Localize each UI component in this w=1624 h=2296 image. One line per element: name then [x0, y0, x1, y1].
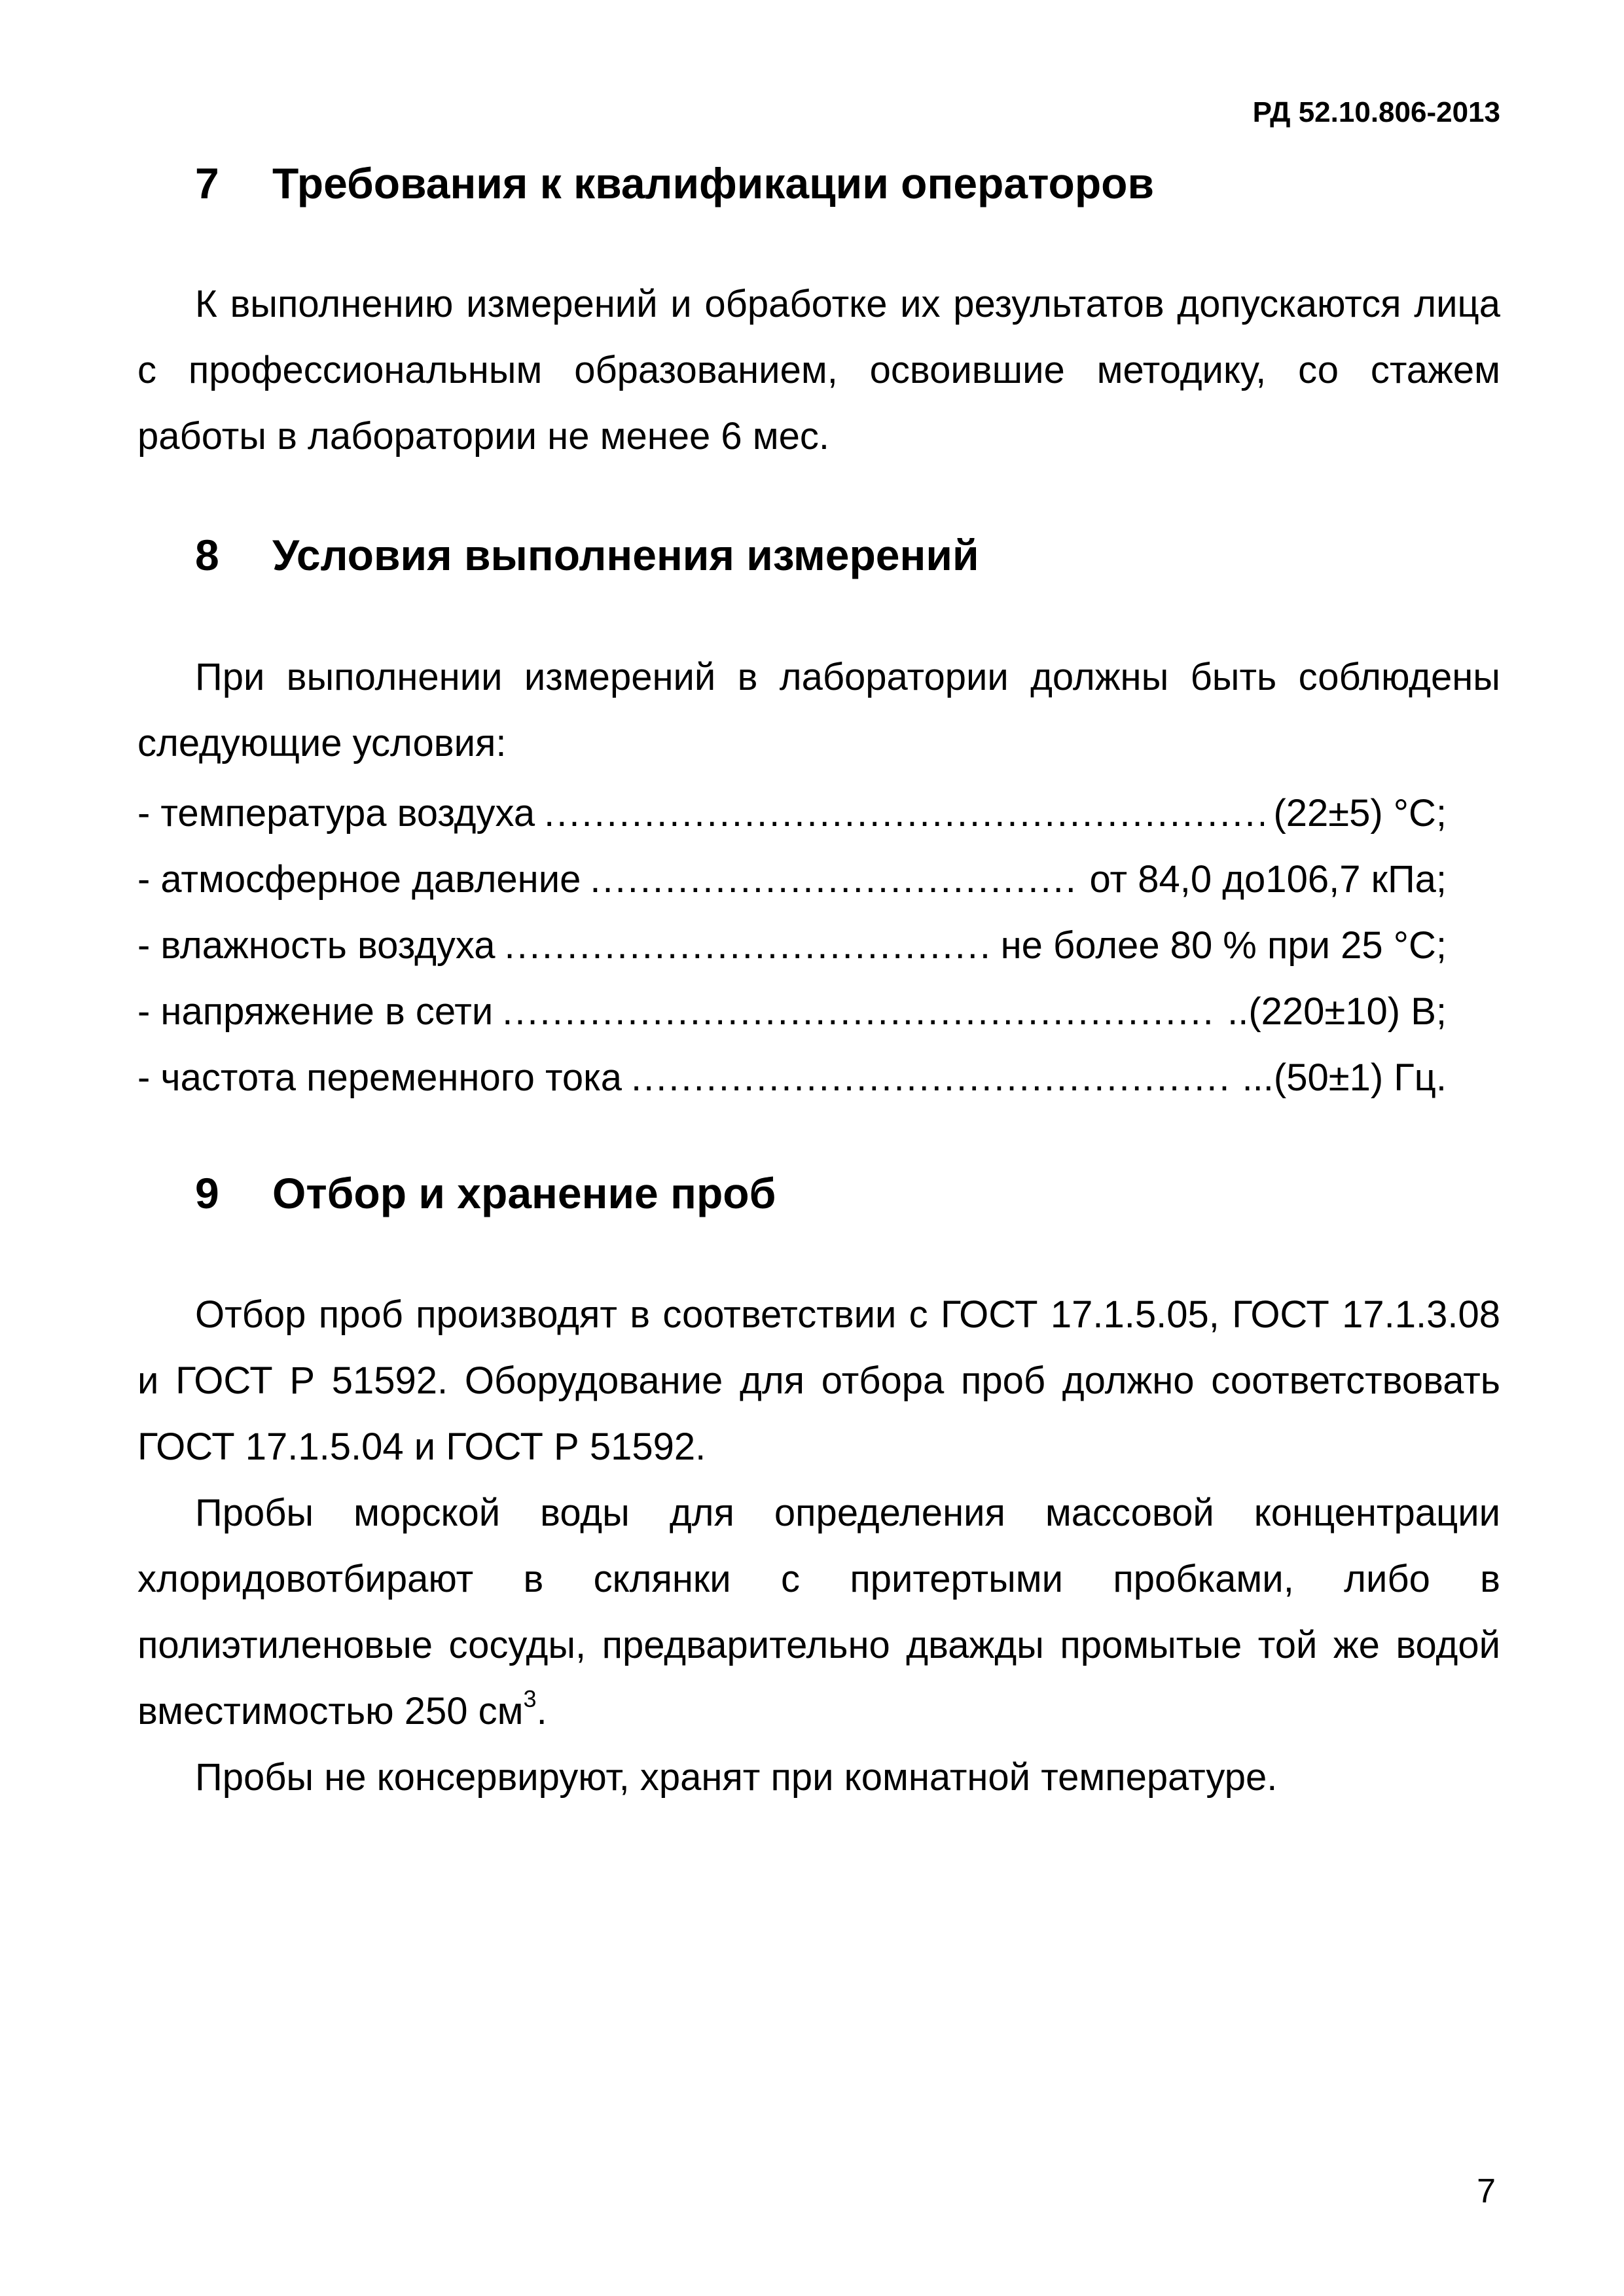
condition-atmospheric-pressure: [137, 846, 1447, 912]
section-title: Условия выполнения измерений: [272, 531, 979, 579]
section-number: 8: [195, 531, 219, 579]
section-9-paragraph-3: Пробы не консервируют, хранят при комнатной температуре.: [195, 1756, 1278, 1799]
condition-value: не более 80 % при 25 °С;: [1000, 924, 1447, 967]
condition-ac-frequency: [137, 1045, 1447, 1111]
condition-value: ...(50±1) Гц.: [1242, 1056, 1447, 1099]
condition-air-temperature: [137, 780, 1447, 846]
paragraph-text: Пробы морской воды для определения массовой концентрации хлоридовотбирают в склянки с притертыми пробками, либо в полиэтиленовые сосуды, предварительно дважды промытые той же водой вместимостью 250 см: [137, 1492, 1500, 1732]
condition-value: ..(220±10) В;: [1227, 990, 1447, 1033]
dot-leader: [631, 1045, 1233, 1111]
section-7-paragraph: К выполнению измерений и обработке их результатов допускаются лица с профессиональным образованием, освоившие методику, со стажем работы в лаборатории не менее 6 мес.: [137, 283, 1500, 457]
superscript: 3: [523, 1685, 537, 1712]
section-number: 7: [195, 159, 219, 207]
dot-leader: [544, 780, 1264, 846]
condition-value: от 84,0 до106,7 кПа;: [1089, 858, 1447, 901]
section-9-heading: [195, 1169, 776, 1217]
dot-leader: [505, 912, 992, 978]
condition-label: - температура воздуха: [137, 792, 535, 834]
condition-label: - атмосферное давление: [137, 858, 581, 901]
section-title: Требования к квалификации операторов: [272, 159, 1155, 207]
section-8-intro: При выполнении измерений в лаборатории должны быть соблюдены следующие условия:: [137, 656, 1500, 764]
condition-label: - напряжение в сети: [137, 990, 494, 1033]
condition-label: - частота переменного тока: [137, 1056, 623, 1099]
section-8-heading: [195, 533, 979, 577]
condition-air-humidity: [137, 912, 1447, 978]
dot-leader: [502, 978, 1218, 1045]
page-number: 7: [1477, 2172, 1496, 2210]
section-9-paragraph-1: Отбор проб производят в соответствии с ГОСТ 17.1.5.05, ГОСТ 17.1.3.08 и ГОСТ Р 51592. Оборудование для отбора проб должно соответствовать ГОСТ 17.1.5.04 и ГОСТ Р 51592.: [137, 1293, 1500, 1468]
sentence-end: .: [536, 1690, 547, 1732]
dot-leader: [590, 846, 1080, 912]
section-9-paragraph-2: [137, 1480, 1500, 1744]
section-title: Отбор и хранение проб: [272, 1169, 776, 1217]
section-number: 9: [195, 1169, 219, 1217]
conditions-list: [137, 780, 1447, 1111]
condition-label: - влажность воздуха: [137, 924, 496, 967]
document-code: РД 52.10.806-2013: [1252, 96, 1500, 128]
section-7-heading: [195, 159, 1155, 207]
condition-value: (22±5) °С;: [1273, 792, 1447, 834]
condition-mains-voltage: [137, 978, 1447, 1045]
